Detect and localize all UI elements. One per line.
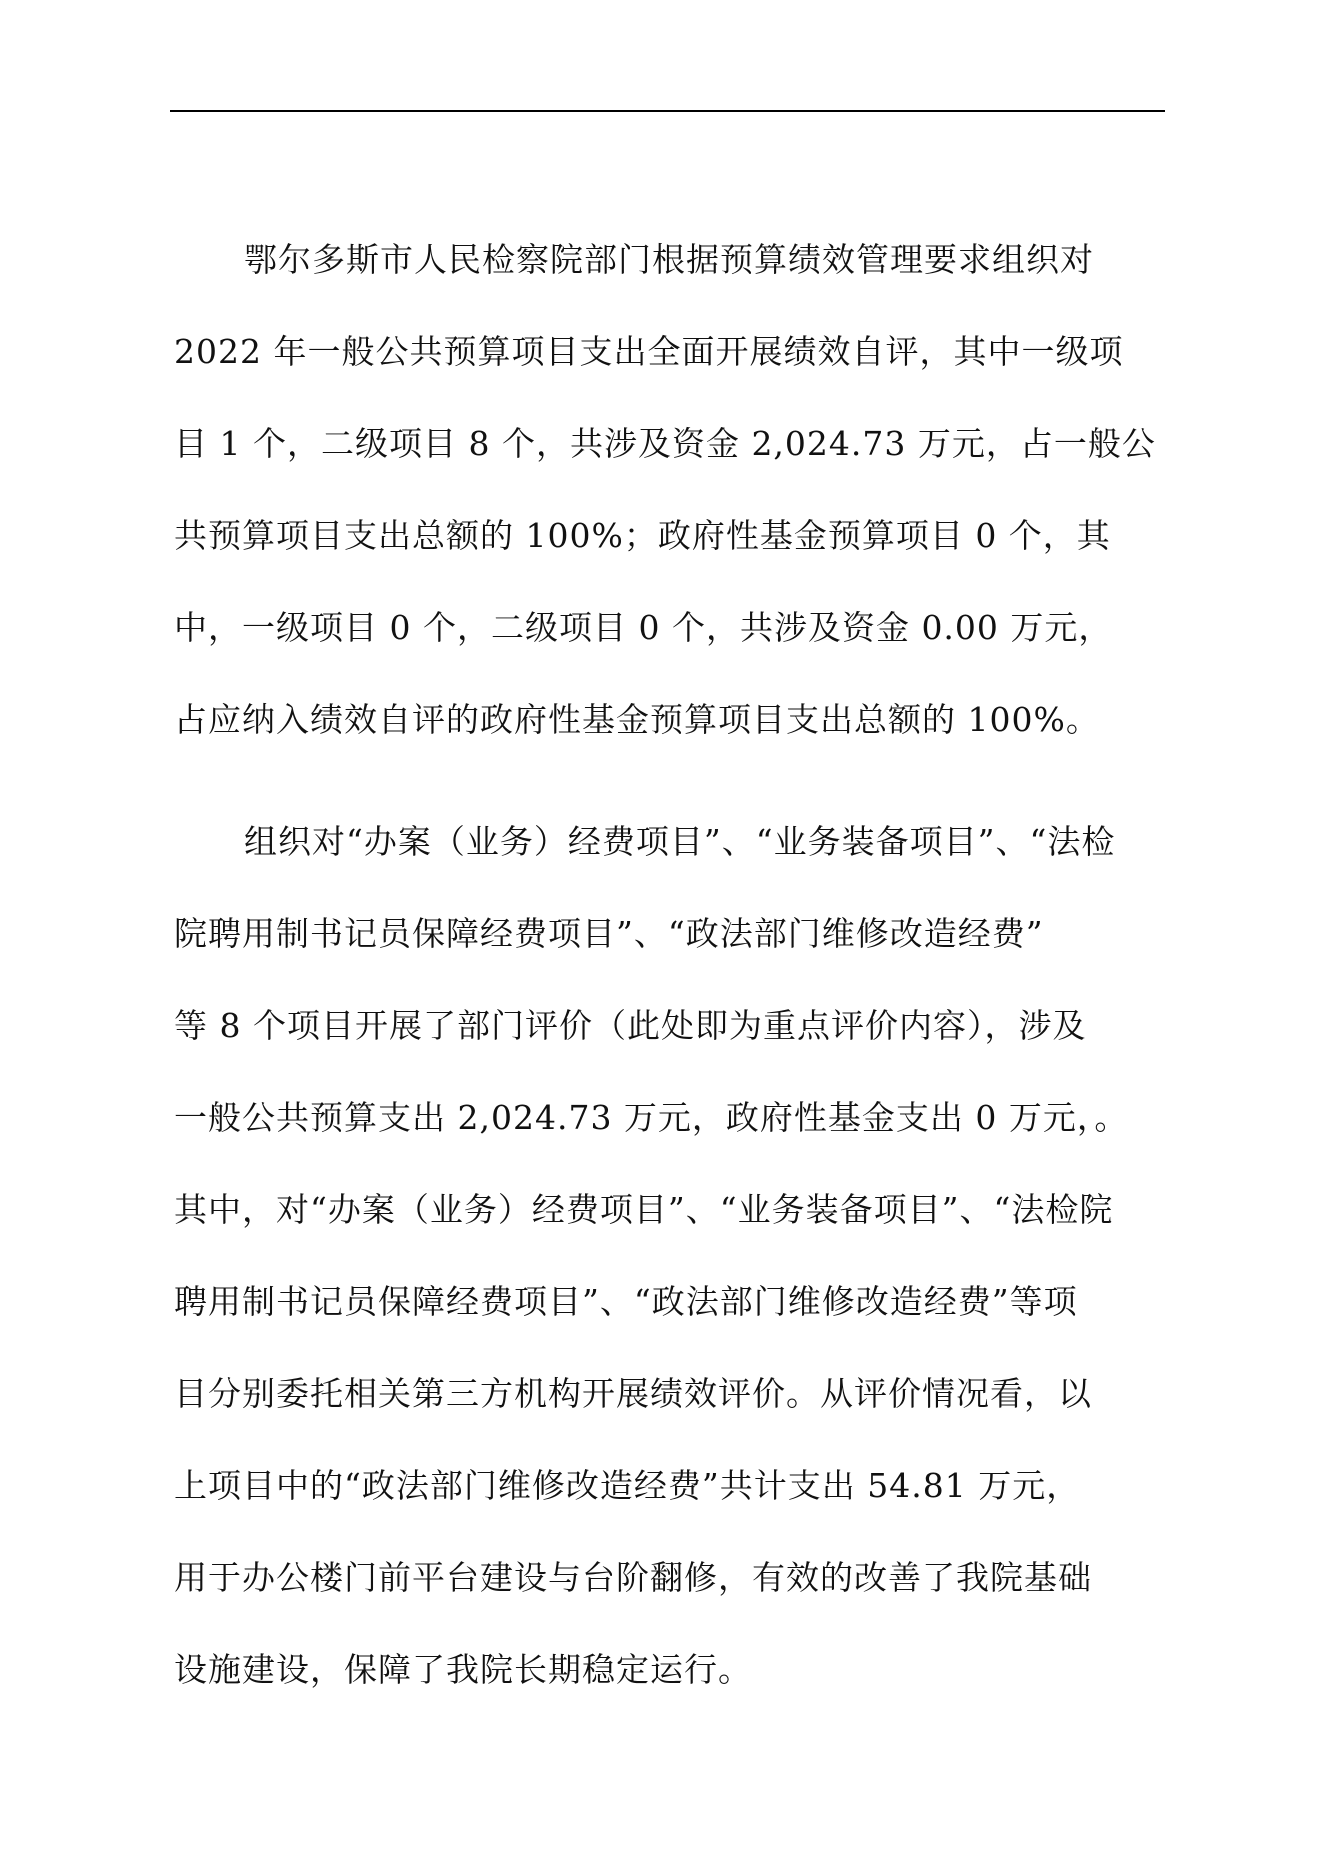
paragraph-line: 目分别委托相关第三方机构开展绩效评价。从评价情况看，以: [174, 1374, 1092, 1413]
paragraph-line: 聘用制书记员保障经费项目”、“政法部门维修改造经费”等项: [174, 1282, 1078, 1321]
paragraph-line: 中，一级项目 0 个，二级项目 0 个，共涉及资金 0.00 万元，: [174, 608, 1113, 647]
header-rule: [170, 110, 1165, 112]
paragraph-line: 用于办公楼门前平台建设与台阶翻修，有效的改善了我院基础: [174, 1558, 1092, 1597]
paragraph-line: 上项目中的“政法部门维修改造经费”共计支出 54.81 万元，: [174, 1466, 1081, 1505]
paragraph-line: 占应纳入绩效自评的政府性基金预算项目支出总额的 100%。: [174, 700, 1100, 739]
paragraph-line: 院聘用制书记员保障经费项目”、“政法部门维修改造经费”: [174, 914, 1044, 953]
paragraph-line: 组织对“办案（业务）经费项目”、“业务装备项目”、“法检: [244, 822, 1116, 861]
paragraph-line: 等 8 个项目开展了部门评价（此处即为重点评价内容），涉及: [174, 1006, 1087, 1045]
paragraph-line: 共预算项目支出总额的 100%；政府性基金预算项目 0 个，其: [174, 516, 1111, 555]
paragraph-line: 其中，对“办案（业务）经费项目”、“业务装备项目”、“法检院: [174, 1190, 1114, 1229]
paragraph-line: 2022 年一般公共预算项目支出全面开展绩效自评，其中一级项: [174, 332, 1124, 371]
paragraph-line: 目 1 个，二级项目 8 个，共涉及资金 2,024.73 万元，占一般公: [174, 424, 1156, 463]
paragraph-line: 一般公共预算支出 2,024.73 万元，政府性基金支出 0 万元，。: [174, 1098, 1129, 1137]
paragraph-line: 鄂尔多斯市人民检察院部门根据预算绩效管理要求组织对: [244, 240, 1094, 279]
paragraph-line: 设施建设，保障了我院长期稳定运行。: [174, 1650, 752, 1689]
